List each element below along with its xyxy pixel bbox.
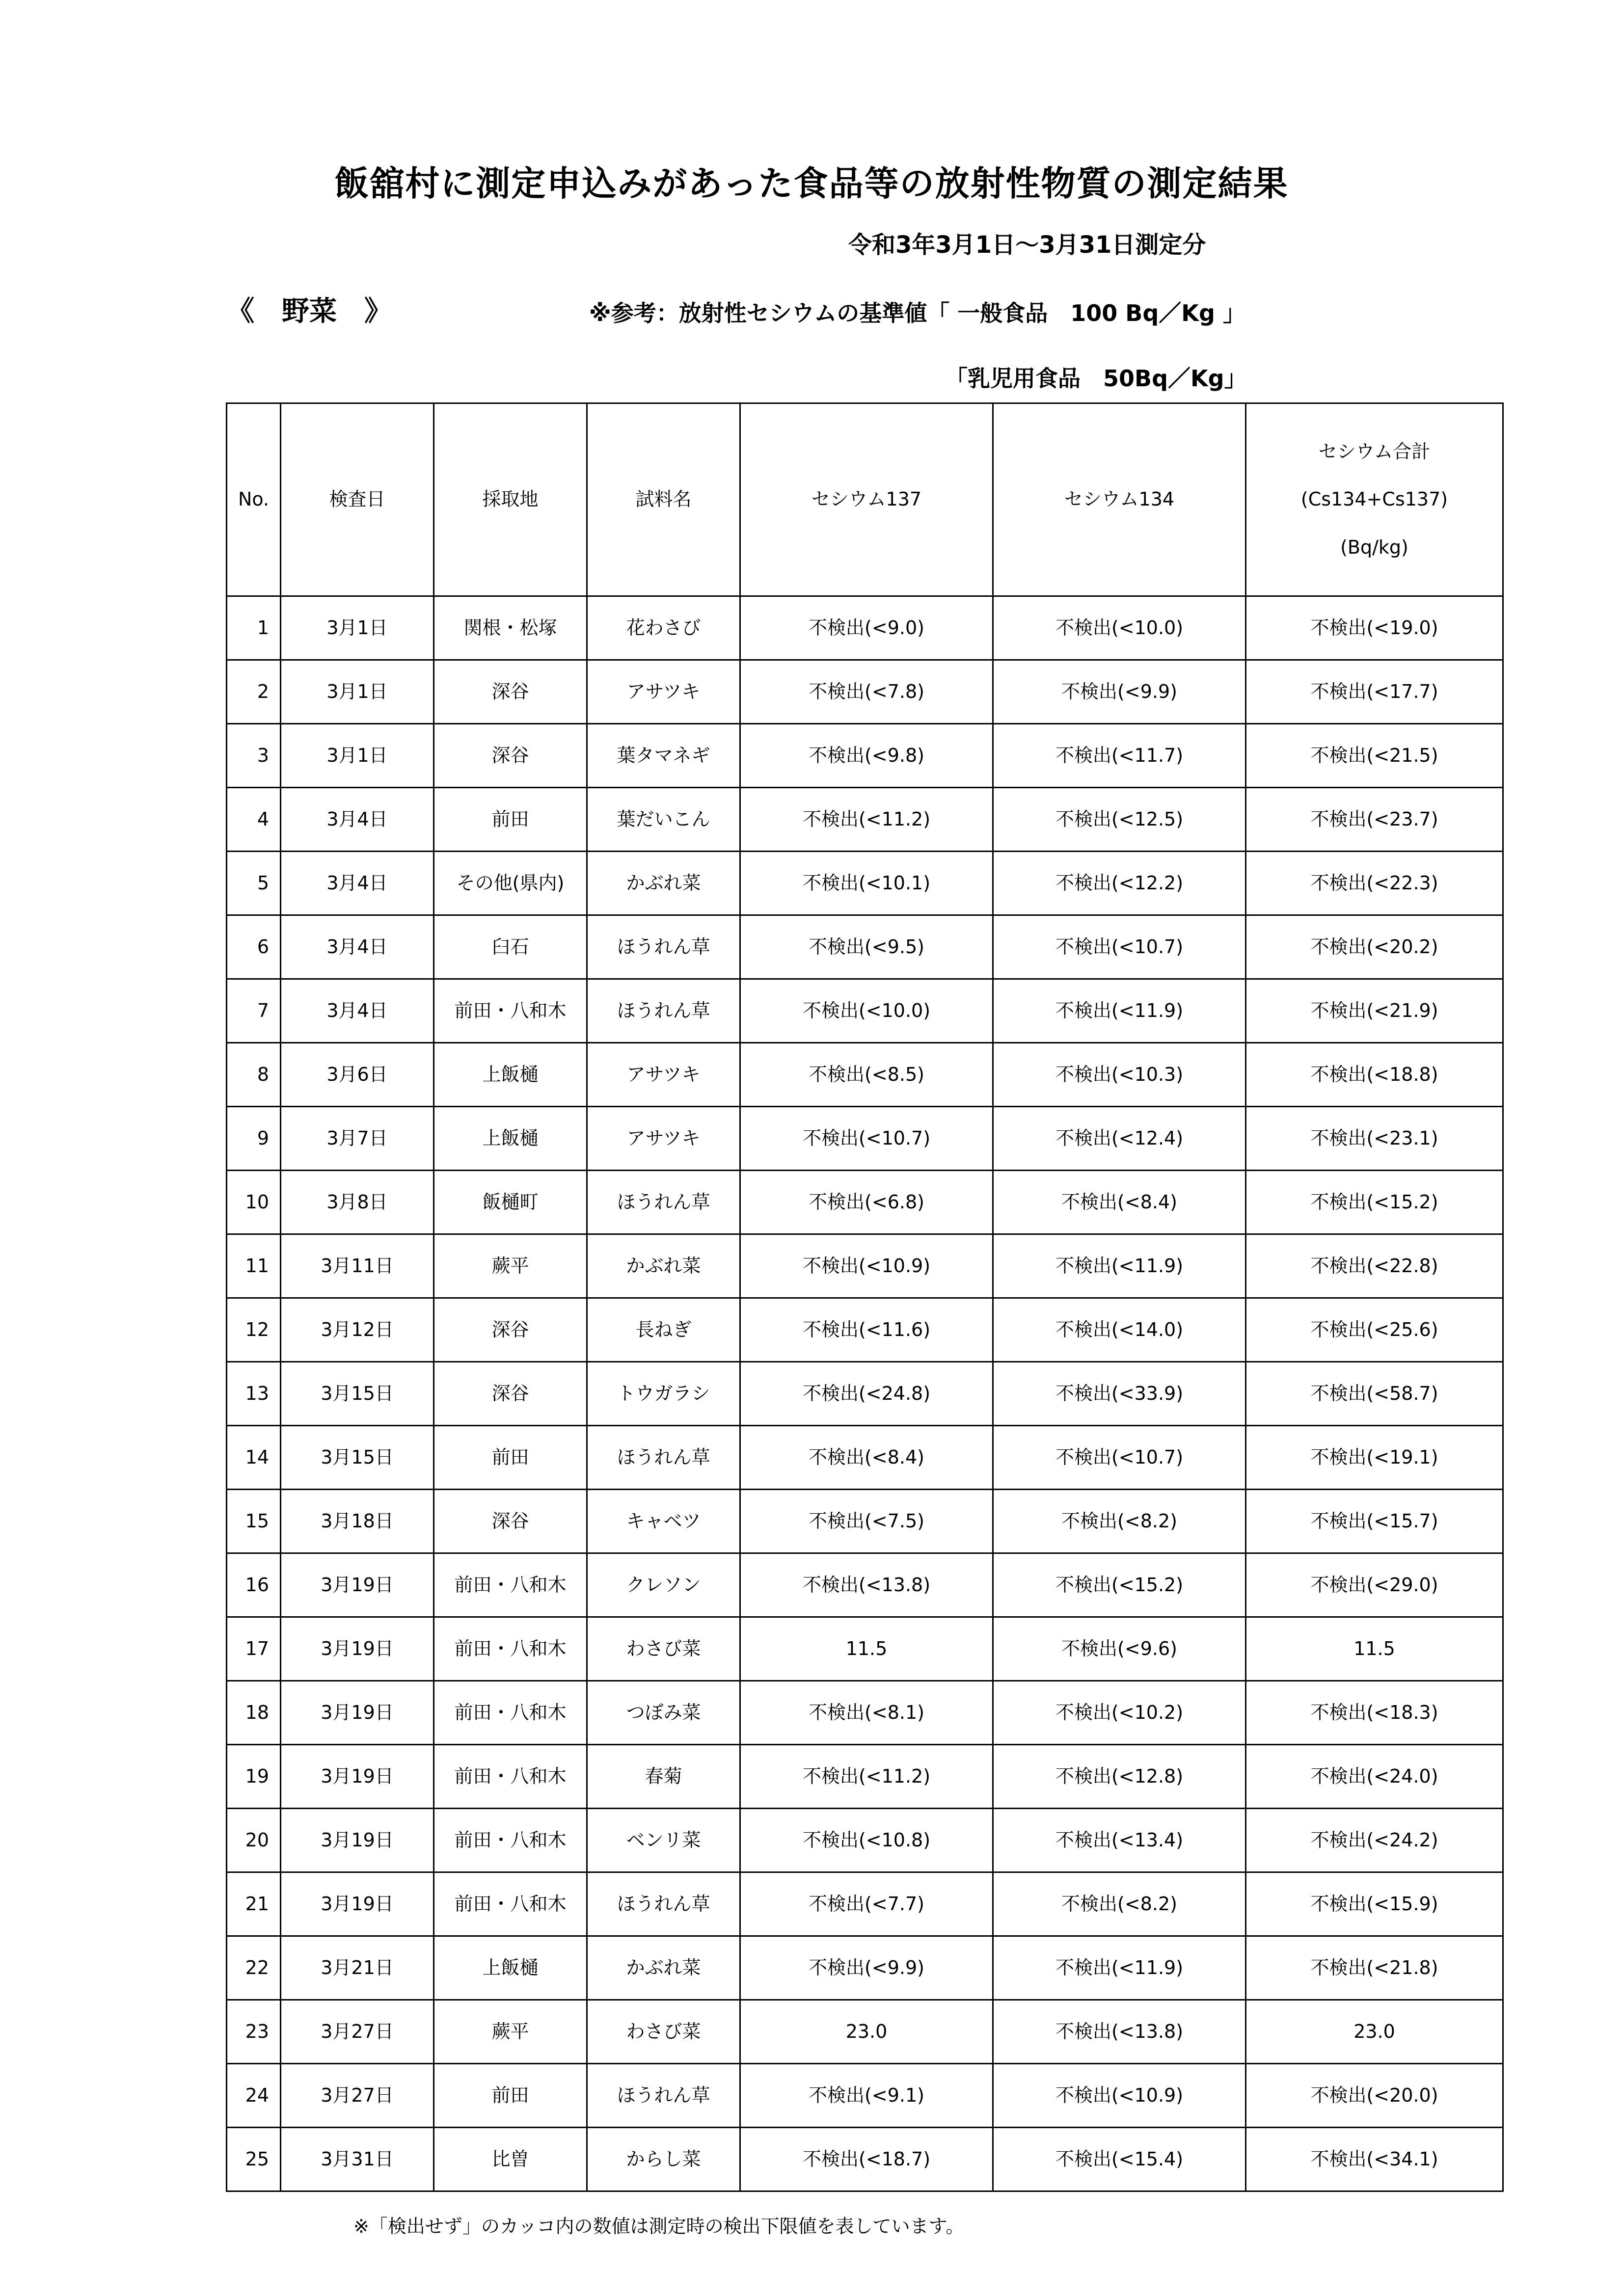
cell-cs134: 不検出(<9.6) [993,1617,1246,1681]
cell-cs137: 不検出(<10.1) [740,852,993,915]
cell-sample: 長ねぎ [587,1298,740,1362]
table-row [227,1681,1503,1745]
cell-total: 不検出(<23.1) [1246,1107,1503,1171]
cell-date: 3月8日 [281,1171,434,1234]
reference-infant-food: 「乳児用食品 50Bq／Kg」 [945,365,1247,392]
cell-cs134: 不検出(<15.4) [993,2128,1246,2191]
cell-date: 3月19日 [281,1809,434,1872]
cell-date: 3月19日 [281,1745,434,1809]
cell-cs137: 不検出(<24.8) [740,1362,993,1426]
cell-cs137: 不検出(<11.2) [740,1745,993,1809]
cell-cs134: 不検出(<12.8) [993,1745,1246,1809]
cell-no: 22 [227,1936,281,2000]
cell-cs134: 不検出(<13.8) [993,2000,1246,2064]
cell-sample: わさび菜 [587,2000,740,2064]
cell-cs134: 不検出(<10.9) [993,2064,1246,2128]
cell-no: 16 [227,1553,281,1617]
cell-cs134: 不検出(<12.4) [993,1107,1246,1171]
cell-sample: アサツキ [587,1043,740,1107]
cell-sample: かぶれ菜 [587,1936,740,2000]
cell-location: 深谷 [434,1490,587,1553]
table-row [227,2064,1503,2128]
cell-total: 不検出(<34.1) [1246,2128,1503,2191]
cell-no: 2 [227,660,281,724]
cell-total: 不検出(<21.9) [1246,979,1503,1043]
cell-cs137: 不検出(<7.5) [740,1490,993,1553]
cell-location: 蕨平 [434,1234,587,1298]
cell-cs134: 不検出(<13.4) [993,1809,1246,1872]
header-sample: 試料名 [587,403,740,596]
cell-cs134: 不検出(<12.2) [993,852,1246,915]
cell-date: 3月27日 [281,2064,434,2128]
cell-cs137: 不検出(<6.8) [740,1171,993,1234]
cell-total: 不検出(<15.2) [1246,1171,1503,1234]
cell-cs137: 不検出(<18.7) [740,2128,993,2191]
cell-total: 不検出(<19.1) [1246,1426,1503,1490]
cell-no: 8 [227,1043,281,1107]
cell-cs137: 不検出(<8.5) [740,1043,993,1107]
cell-sample: わさび菜 [587,1617,740,1681]
cell-cs137: 23.0 [740,2000,993,2064]
cell-total: 不検出(<22.8) [1246,1234,1503,1298]
header-no: No. [227,403,281,596]
cell-cs134: 不検出(<11.9) [993,979,1246,1043]
cell-sample: かぶれ菜 [587,852,740,915]
cell-cs134: 不検出(<14.0) [993,1298,1246,1362]
cell-no: 9 [227,1107,281,1171]
cell-date: 3月31日 [281,2128,434,2191]
cell-location: 前田・八和木 [434,1681,587,1745]
cell-total: 不検出(<19.0) [1246,596,1503,660]
table-row [227,852,1503,915]
cell-total: 不検出(<18.3) [1246,1681,1503,1745]
cell-total: 不検出(<24.2) [1246,1809,1503,1872]
cell-date: 3月19日 [281,1681,434,1745]
cell-cs137: 不検出(<9.1) [740,2064,993,2128]
cell-date: 3月1日 [281,660,434,724]
cell-location: 比曽 [434,2128,587,2191]
measurement-period: 令和3年3月1日～3月31日測定分 [848,231,1206,259]
cell-location: 前田 [434,788,587,852]
cell-sample: アサツキ [587,660,740,724]
table-row [227,1362,1503,1426]
cell-date: 3月12日 [281,1298,434,1362]
table-row [227,1936,1503,2000]
cell-location: 前田・八和木 [434,1617,587,1681]
cell-total: 不検出(<18.8) [1246,1043,1503,1107]
cell-cs134: 不検出(<12.5) [993,788,1246,852]
cell-date: 3月27日 [281,2000,434,2064]
cell-cs134: 不検出(<10.2) [993,1681,1246,1745]
table-row [227,596,1503,660]
table-row [227,1107,1503,1171]
table-row [227,1043,1503,1107]
table-row [227,1745,1503,1809]
table-row [227,724,1503,788]
cell-no: 20 [227,1809,281,1872]
cell-cs134: 不検出(<10.0) [993,596,1246,660]
cell-date: 3月4日 [281,915,434,979]
cell-sample: 春菊 [587,1745,740,1809]
cell-location: 飯樋町 [434,1171,587,1234]
cell-sample: ほうれん草 [587,2064,740,2128]
cell-cs134: 不検出(<8.4) [993,1171,1246,1234]
cell-sample: つぼみ菜 [587,1681,740,1745]
cell-date: 3月18日 [281,1490,434,1553]
cell-cs134: 不検出(<8.2) [993,1872,1246,1936]
cell-no: 6 [227,915,281,979]
cell-cs137: 不検出(<13.8) [740,1553,993,1617]
cell-total: 不検出(<24.0) [1246,1745,1503,1809]
cell-no: 12 [227,1298,281,1362]
cell-sample: ほうれん草 [587,915,740,979]
cell-cs134: 不検出(<10.7) [993,915,1246,979]
cell-no: 10 [227,1171,281,1234]
cell-location: その他(県内) [434,852,587,915]
table-row [227,1617,1503,1681]
cell-no: 5 [227,852,281,915]
cell-total: 不検出(<21.8) [1246,1936,1503,2000]
cell-date: 3月7日 [281,1107,434,1171]
cell-sample: 葉だいこん [587,788,740,852]
cell-no: 15 [227,1490,281,1553]
cell-date: 3月19日 [281,1872,434,1936]
cell-no: 17 [227,1617,281,1681]
cell-no: 14 [227,1426,281,1490]
table-row [227,915,1503,979]
cell-date: 3月1日 [281,596,434,660]
cell-no: 21 [227,1872,281,1936]
cell-no: 7 [227,979,281,1043]
cell-sample: ベンリ菜 [587,1809,740,1872]
cell-cs137: 11.5 [740,1617,993,1681]
cell-location: 深谷 [434,660,587,724]
footnote: ※「検出せず」のカッコ内の数値は測定時の検出下限値を表しています。 [353,2216,965,2237]
table-row [227,1298,1503,1362]
table-body [227,596,1503,2191]
cell-no: 3 [227,724,281,788]
cell-total: 不検出(<21.5) [1246,724,1503,788]
cell-no: 13 [227,1362,281,1426]
cell-cs134: 不検出(<9.9) [993,660,1246,724]
cell-sample: からし菜 [587,2128,740,2191]
table-row [227,1171,1503,1234]
cell-cs134: 不検出(<11.9) [993,1234,1246,1298]
header-total-line1: セシウム合計 [1318,440,1431,462]
cell-sample: キャベツ [587,1490,740,1553]
cell-cs137: 不検出(<10.7) [740,1107,993,1171]
cell-sample: トウガラシ [587,1362,740,1426]
cell-no: 19 [227,1745,281,1809]
table-row [227,1234,1503,1298]
cell-date: 3月4日 [281,979,434,1043]
cell-sample: アサツキ [587,1107,740,1171]
cell-cs137: 不検出(<7.8) [740,660,993,724]
cell-location: 前田・八和木 [434,979,587,1043]
cell-sample: かぶれ菜 [587,1234,740,1298]
category-heading: 《 野菜 》 [227,295,392,327]
cell-no: 4 [227,788,281,852]
cell-date: 3月4日 [281,788,434,852]
cell-location: 前田・八和木 [434,1553,587,1617]
cell-cs137: 不検出(<10.8) [740,1809,993,1872]
results-table [226,402,1504,2192]
cell-cs137: 不検出(<10.0) [740,979,993,1043]
cell-location: 上飯樋 [434,1107,587,1171]
table-row [227,1553,1503,1617]
cell-date: 3月15日 [281,1362,434,1426]
table-row [227,2128,1503,2191]
cell-total: 不検出(<58.7) [1246,1362,1503,1426]
cell-cs134: 不検出(<33.9) [993,1362,1246,1426]
cell-location: 臼石 [434,915,587,979]
cell-no: 18 [227,1681,281,1745]
cell-sample: クレソン [587,1553,740,1617]
table-row [227,660,1503,724]
cell-sample: ほうれん草 [587,1872,740,1936]
cell-location: 関根・松塚 [434,596,587,660]
cell-sample: 花わさび [587,596,740,660]
cell-no: 25 [227,2128,281,2191]
cell-location: 前田 [434,2064,587,2128]
cell-total: 不検出(<29.0) [1246,1553,1503,1617]
cell-cs134: 不検出(<11.9) [993,1936,1246,2000]
cell-date: 3月19日 [281,1617,434,1681]
cell-cs137: 不検出(<7.7) [740,1872,993,1936]
cell-location: 蕨平 [434,2000,587,2064]
cell-total: 不検出(<23.7) [1246,788,1503,852]
cell-cs137: 不検出(<9.0) [740,596,993,660]
cell-cs137: 不検出(<11.6) [740,1298,993,1362]
cell-cs137: 不検出(<11.2) [740,788,993,852]
cell-location: 前田・八和木 [434,1809,587,1872]
cell-cs137: 不検出(<10.9) [740,1234,993,1298]
cell-cs134: 不検出(<10.7) [993,1426,1246,1490]
cell-location: 深谷 [434,1298,587,1362]
cell-no: 24 [227,2064,281,2128]
header-total-line2: (Cs134+Cs137) [1300,488,1448,510]
header-total [1246,403,1503,596]
cell-total: 23.0 [1246,2000,1503,2064]
table-header-row [227,403,1503,596]
cell-date: 3月1日 [281,724,434,788]
cell-cs134: 不検出(<15.2) [993,1553,1246,1617]
cell-location: 上飯樋 [434,1043,587,1107]
header-total-line3: (Bq/kg) [1340,536,1408,558]
cell-no: 11 [227,1234,281,1298]
cell-total: 不検出(<25.6) [1246,1298,1503,1362]
cell-sample: ほうれん草 [587,1426,740,1490]
table-row [227,1809,1503,1872]
header-date: 検査日 [281,403,434,596]
cell-sample: ほうれん草 [587,979,740,1043]
table-row [227,788,1503,852]
cell-total: 不検出(<15.9) [1246,1872,1503,1936]
table-row [227,1490,1503,1553]
cell-total: 不検出(<17.7) [1246,660,1503,724]
table-row [227,1872,1503,1936]
cell-sample: 葉タマネギ [587,724,740,788]
header-cs134: セシウム134 [993,403,1246,596]
cell-no: 23 [227,2000,281,2064]
cell-cs137: 不検出(<9.9) [740,1936,993,2000]
cell-location: 深谷 [434,724,587,788]
cell-location: 前田・八和木 [434,1872,587,1936]
cell-location: 深谷 [434,1362,587,1426]
cell-cs137: 不検出(<9.5) [740,915,993,979]
cell-date: 3月19日 [281,1553,434,1617]
page-title: 飯舘村に測定申込みがあった食品等の放射性物質の測定結果 [334,163,1289,204]
cell-date: 3月4日 [281,852,434,915]
cell-total: 不検出(<22.3) [1246,852,1503,915]
table-row [227,2000,1503,2064]
cell-cs137: 不検出(<9.8) [740,724,993,788]
cell-cs134: 不検出(<10.3) [993,1043,1246,1107]
cell-date: 3月15日 [281,1426,434,1490]
cell-total: 不検出(<20.0) [1246,2064,1503,2128]
cell-location: 前田 [434,1426,587,1490]
cell-cs137: 不検出(<8.4) [740,1426,993,1490]
cell-location: 前田・八和木 [434,1745,587,1809]
cell-date: 3月11日 [281,1234,434,1298]
cell-total: 不検出(<20.2) [1246,915,1503,979]
cell-cs134: 不検出(<8.2) [993,1490,1246,1553]
cell-cs134: 不検出(<11.7) [993,724,1246,788]
reference-general-food: ※参考：放射性セシウムの基準値「 一般食品 100 Bq／Kg 」 [589,300,1245,326]
cell-date: 3月6日 [281,1043,434,1107]
header-cs137: セシウム137 [740,403,993,596]
table-row [227,979,1503,1043]
cell-location: 上飯樋 [434,1936,587,2000]
cell-total: 11.5 [1246,1617,1503,1681]
header-location: 採取地 [434,403,587,596]
cell-date: 3月21日 [281,1936,434,2000]
cell-total: 不検出(<15.7) [1246,1490,1503,1553]
cell-no: 1 [227,596,281,660]
cell-sample: ほうれん草 [587,1171,740,1234]
cell-cs137: 不検出(<8.1) [740,1681,993,1745]
table-row [227,1426,1503,1490]
